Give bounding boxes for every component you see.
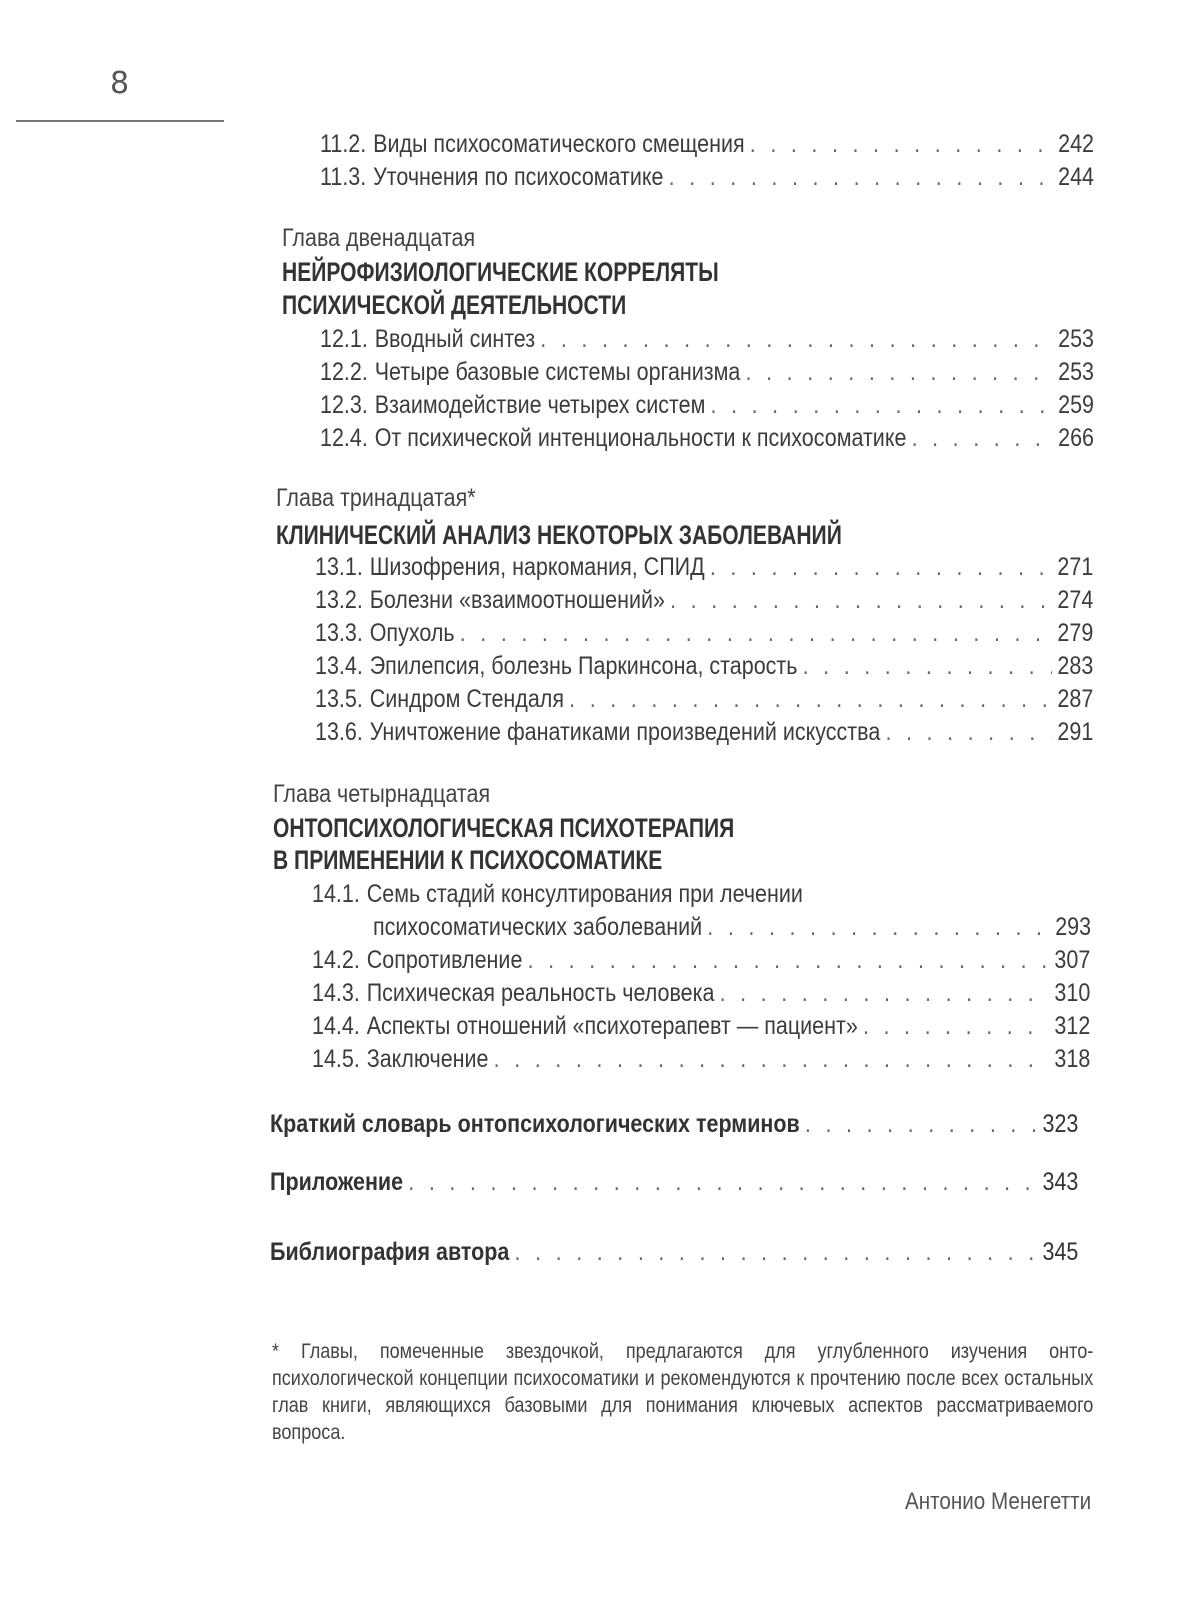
leader-dots — [805, 1110, 1037, 1139]
entry-number: 13.1. — [315, 553, 363, 581]
toc-entry-13-6[interactable] — [315, 718, 1093, 747]
toc-entry-12-4[interactable] — [320, 424, 1094, 453]
entry-title: Аспекты отношений «психотерапевт — пациент» — [366, 1012, 858, 1040]
toc-entry-14-3[interactable] — [312, 979, 1090, 1008]
entry-title: Четыре базовые системы организма — [374, 358, 741, 386]
entry-title: Сопротивление — [366, 946, 523, 974]
entry-number: 13.2. — [315, 586, 363, 614]
entry-page: 242 — [1058, 130, 1094, 158]
chapter-title-line: ОНТОПСИХОЛОГИЧЕСКАЯ ПСИХОТЕРАПИЯ — [273, 813, 735, 843]
chapter-title-line: В ПРИМЕНЕНИИ К ПСИХОСОМАТИКЕ — [273, 845, 663, 875]
chapter-title-line: ПСИХИЧЕСКОЙ ДЕЯТЕЛЬНОСТИ — [282, 290, 627, 320]
toc-entry-12-3[interactable] — [320, 391, 1094, 420]
leader-dots — [460, 619, 1053, 648]
leader-dots — [540, 325, 1053, 354]
entry-page: 293 — [1055, 913, 1092, 941]
leader-dots — [711, 391, 1053, 420]
entry-title: Психическая реальность человека — [366, 979, 715, 1007]
entry-number: 14.5. — [312, 1045, 360, 1073]
chapter-title-line: КЛИНИЧЕСКИЙ АНАЛИЗ НЕКОТОРЫХ ЗАБОЛЕВАНИЙ — [276, 520, 842, 550]
leader-dots — [707, 913, 1050, 942]
entry-title: Болезни «взаимоотношений» — [369, 586, 665, 614]
leader-dots — [670, 586, 1052, 615]
toc-entry-glossary[interactable] — [270, 1110, 1078, 1139]
page-number: 8 — [110, 66, 130, 101]
leader-dots — [746, 358, 1053, 387]
entry-page: 345 — [1042, 1238, 1079, 1266]
entry-page: 253 — [1058, 325, 1094, 353]
entry-number: 14.1. — [312, 880, 360, 908]
entry-title: Шизофрения, наркомания, СПИД — [369, 553, 705, 581]
leader-dots — [515, 1238, 1038, 1267]
entry-number: 13.5. — [315, 685, 363, 713]
leader-dots — [720, 979, 1050, 1008]
entry-title: Библиография автора — [270, 1238, 510, 1266]
entry-page: 244 — [1058, 163, 1094, 191]
entry-title: Виды психосоматического смещения — [373, 130, 745, 158]
entry-page: 343 — [1042, 1168, 1079, 1196]
entry-page: 259 — [1058, 391, 1094, 419]
entry-page: 274 — [1057, 586, 1094, 614]
entry-number: 12.3. — [320, 391, 368, 419]
entry-number: 14.2. — [312, 946, 360, 974]
toc-entry-13-2[interactable] — [315, 586, 1093, 615]
entry-number: 11.2. — [320, 130, 367, 158]
toc-entry-13-5[interactable] — [315, 685, 1093, 714]
entry-title: психосоматических заболеваний — [373, 913, 703, 941]
entry-title: Эпилепсия, болезнь Паркинсона, старость — [369, 652, 798, 680]
leader-dots — [408, 1168, 1037, 1197]
toc-entry-12-1[interactable] — [320, 325, 1094, 354]
leader-dots — [669, 163, 1053, 192]
chapter-label: Глава четырнадцатая — [273, 780, 491, 808]
footnote: * Главы, помеченные звездочкой, предлагаются для углубленного изучения онто-психологической концепции психосоматики и рекомендуются к прочтению после всех остальных глав книги, являющихся базовыми для понимания ключевых аспектов рассматриваемого вопроса. — [272, 1340, 1094, 1444]
toc-entry-13-1[interactable] — [315, 553, 1093, 582]
entry-page: 318 — [1054, 1045, 1091, 1073]
entry-page: 307 — [1054, 946, 1091, 974]
toc-entry-14-2[interactable] — [312, 946, 1090, 975]
toc-entry-11-3[interactable] — [320, 163, 1094, 192]
leader-dots — [863, 1012, 1049, 1041]
entry-title: Вводный синтез — [374, 325, 536, 353]
entry-title: Уточнения по психосоматике — [373, 163, 664, 191]
leader-dots — [912, 424, 1053, 453]
entry-title: Краткий словарь онтопсихологических терминов — [270, 1110, 800, 1138]
entry-page: 310 — [1054, 979, 1091, 1007]
toc-entry-11-2[interactable] — [320, 130, 1094, 159]
running-footer-author: Антонио Менегетти — [905, 1488, 1092, 1515]
leader-dots — [803, 652, 1053, 681]
entry-number: 13.4. — [315, 652, 363, 680]
entry-page: 323 — [1042, 1110, 1079, 1138]
entry-title: Приложение — [270, 1168, 404, 1196]
chapter-label: Глава двенадцатая — [282, 224, 476, 252]
entry-number: 11.3. — [320, 163, 367, 191]
chapter-title-line: НЕЙРОФИЗИОЛОГИЧЕСКИЕ КОРРЕЛЯТЫ — [282, 257, 719, 287]
leader-dots — [710, 553, 1052, 582]
leader-dots — [750, 130, 1053, 159]
entry-page: 253 — [1058, 358, 1094, 386]
entry-number: 12.1. — [320, 325, 368, 353]
toc-entry-bibliography[interactable] — [270, 1238, 1078, 1267]
toc-entry-13-4[interactable] — [315, 652, 1093, 681]
entry-page: 266 — [1058, 424, 1094, 452]
leader-dots — [885, 718, 1052, 747]
toc-entry-14-5[interactable] — [312, 1045, 1090, 1074]
entry-page: 291 — [1057, 718, 1094, 746]
entry-page: 287 — [1057, 685, 1094, 713]
entry-number: 14.4. — [312, 1012, 360, 1040]
entry-number: 13.6. — [315, 718, 363, 746]
header-rule — [16, 120, 224, 122]
entry-title: Семь стадий консултирования при лечении — [366, 880, 803, 908]
entry-number: 14.3. — [312, 979, 360, 1007]
leader-dots — [494, 1045, 1050, 1074]
entry-title: Уничтожение фанатиками произведений искусства — [369, 718, 881, 746]
entry-number: 12.2. — [320, 358, 368, 386]
entry-page: 279 — [1057, 619, 1094, 647]
entry-title: Синдром Стендаля — [369, 685, 564, 713]
toc-entry-14-1-line1[interactable] — [312, 880, 1090, 909]
leader-dots — [528, 946, 1050, 975]
toc-entry-14-1[interactable] — [373, 913, 1091, 942]
toc-entry-12-2[interactable] — [320, 358, 1094, 387]
entry-page: 283 — [1057, 652, 1094, 680]
entry-title: От психической интенциональности к психосоматике — [374, 424, 907, 452]
chapter-label: Глава тринадцатая* — [276, 484, 476, 512]
entry-title: Заключение — [366, 1045, 489, 1073]
leader-dots — [569, 685, 1052, 714]
toc-entry-13-3[interactable] — [315, 619, 1093, 648]
entry-page: 312 — [1054, 1012, 1091, 1040]
entry-number: 13.3. — [315, 619, 363, 647]
entry-number: 12.4. — [320, 424, 368, 452]
toc-entry-appendix[interactable] — [270, 1168, 1078, 1197]
entry-title: Опухоль — [369, 619, 455, 647]
toc-entry-14-4[interactable] — [312, 1012, 1090, 1041]
entry-page: 271 — [1057, 553, 1094, 581]
entry-title: Взаимодействие четырех систем — [374, 391, 706, 419]
